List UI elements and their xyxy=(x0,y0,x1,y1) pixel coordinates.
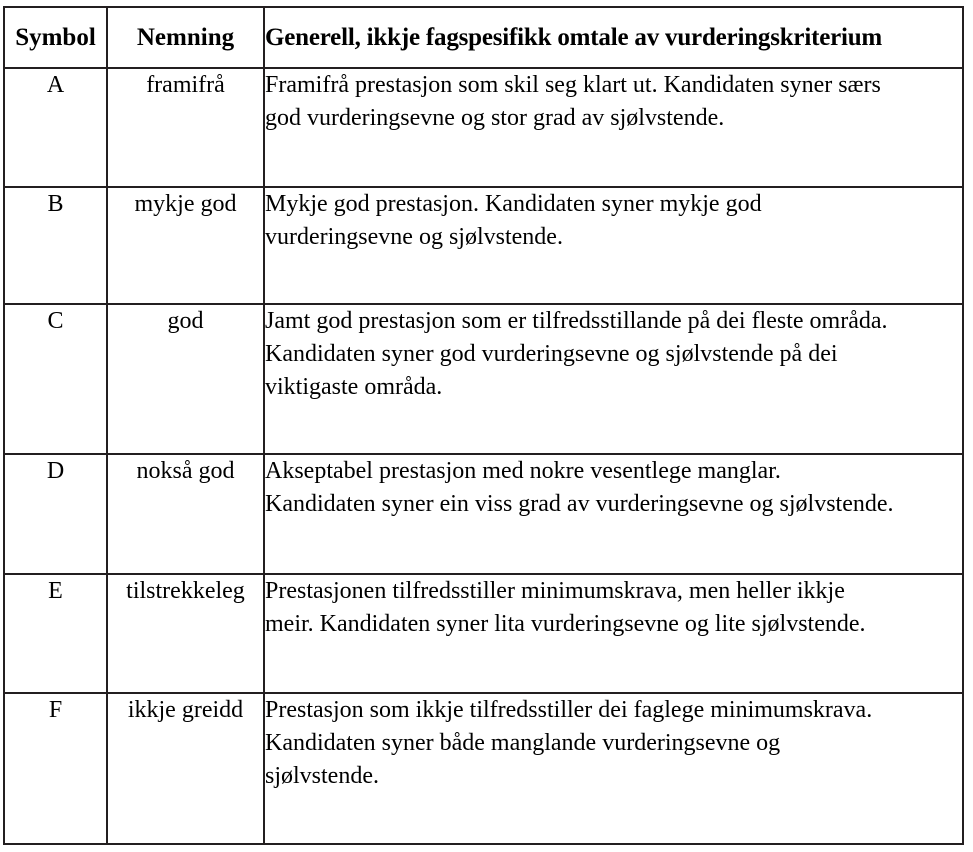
cell-description xyxy=(264,68,963,187)
cell-description xyxy=(264,304,963,454)
description-line: vurderingsevne og sjølvstende. xyxy=(265,224,563,250)
cell-description xyxy=(264,574,963,693)
table-row xyxy=(4,68,963,187)
cell-nemning: god xyxy=(107,304,264,454)
description-line: Framifrå prestasjon som skil seg klart ut. Kandidaten syner særs xyxy=(265,72,881,98)
cell-symbol: D xyxy=(4,454,107,574)
cell-description xyxy=(264,454,963,574)
cell-nemning: mykje god xyxy=(107,187,264,304)
description-line: Kandidaten syner både manglande vurderingsevne og xyxy=(265,730,781,756)
grading-criteria-table-container xyxy=(3,6,962,844)
description-line: Mykje god prestasjon. Kandidaten syner mykje god xyxy=(265,191,762,217)
column-header-description: Generell, ikkje fagspesifikk omtale av vurderingskriterium xyxy=(264,7,963,68)
cell-symbol: E xyxy=(4,574,107,693)
description-line: god vurderingsevne og stor grad av sjølvstende. xyxy=(265,105,725,131)
description-line: sjølvstende. xyxy=(265,763,379,789)
cell-symbol: B xyxy=(4,187,107,304)
cell-nemning: tilstrekkeleg xyxy=(107,574,264,693)
description-line: Prestasjonen tilfredsstiller minimumskrava, men heller ikkje xyxy=(265,578,845,604)
grading-criteria-table xyxy=(3,6,964,845)
cell-nemning: ikkje greidd xyxy=(107,693,264,844)
table-body xyxy=(4,68,963,844)
table-row xyxy=(4,304,963,454)
column-header-nemning: Nemning xyxy=(107,7,264,68)
table-header-row xyxy=(4,7,963,68)
table-row xyxy=(4,187,963,304)
description-line: viktigaste områda. xyxy=(265,374,443,400)
cell-symbol: C xyxy=(4,304,107,454)
table-row xyxy=(4,693,963,844)
description-line: Kandidaten syner ein viss grad av vurderingsevne og sjølvstende. xyxy=(265,491,894,517)
description-line: Jamt god prestasjon som er tilfredsstillande på dei fleste områda. xyxy=(265,308,888,334)
description-line: Kandidaten syner god vurderingsevne og sjølvstende på dei xyxy=(265,341,838,367)
cell-symbol: F xyxy=(4,693,107,844)
cell-nemning: nokså god xyxy=(107,454,264,574)
description-line: meir. Kandidaten syner lita vurderingsevne og lite sjølvstende. xyxy=(265,611,866,637)
cell-symbol: A xyxy=(4,68,107,187)
description-line: Prestasjon som ikkje tilfredsstiller dei faglege minimumskrava. xyxy=(265,697,873,723)
cell-description xyxy=(264,693,963,844)
table-row xyxy=(4,574,963,693)
description-line: Akseptabel prestasjon med nokre vesentlege manglar. xyxy=(265,458,781,484)
cell-description xyxy=(264,187,963,304)
column-header-symbol: Symbol xyxy=(4,7,107,68)
table-row xyxy=(4,454,963,574)
cell-nemning: framifrå xyxy=(107,68,264,187)
